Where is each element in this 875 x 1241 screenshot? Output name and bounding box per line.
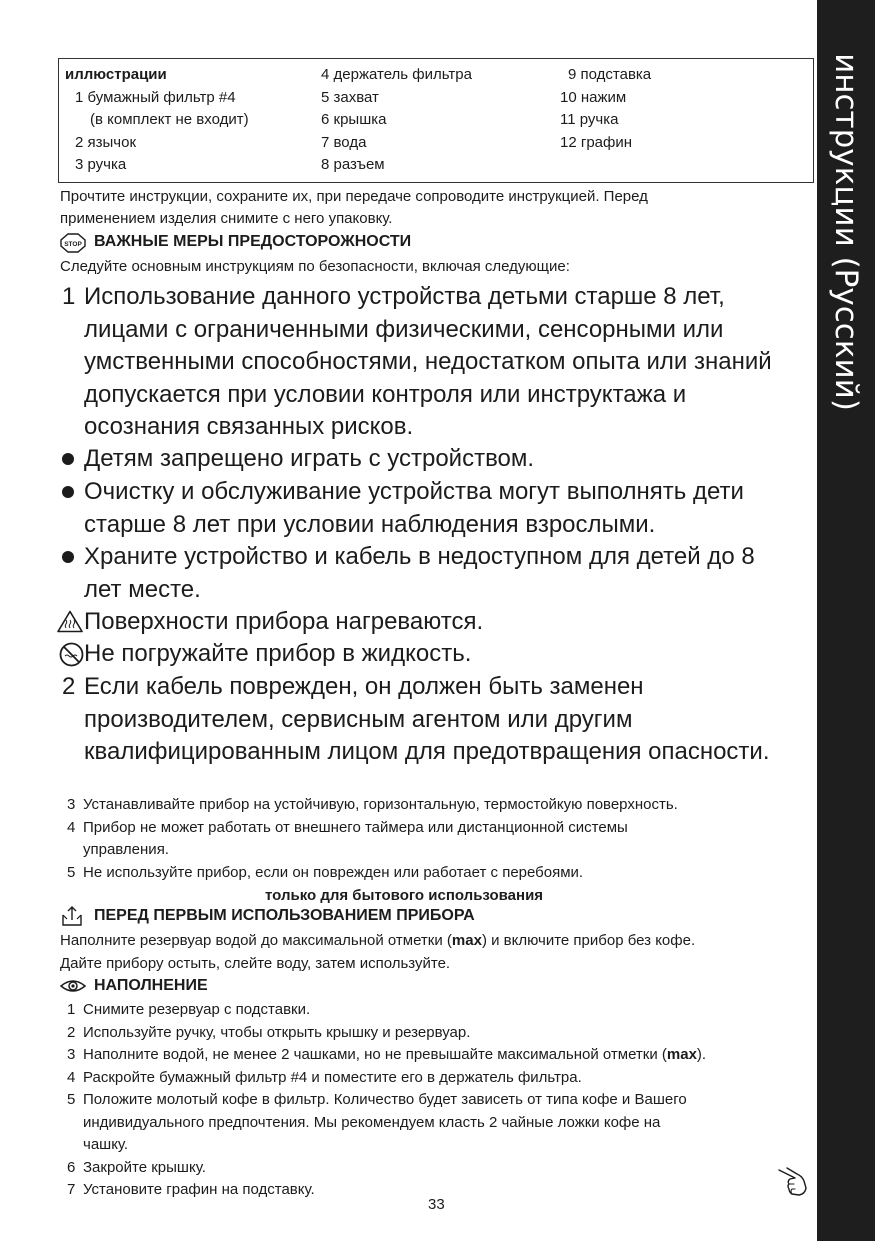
filling-step-line: индивидуального предпочтения. Мы рекомендуем класть 2 чайные ложки кофе на (83, 1113, 661, 1131)
item-number: 4 (67, 1068, 76, 1086)
safety-heading: ВАЖНЫЕ МЕРЫ ПРЕДОСТОРОЖНОСТИ (94, 233, 412, 250)
svg-text:STOP: STOP (64, 241, 82, 248)
safety-item-line: Прибор не может работать от внешнего таймера или дистанционной системы (83, 818, 628, 836)
item1-line: Использование данного устройства детьми старше 8 лет, (84, 283, 725, 310)
intro-line: Прочтите инструкции, сохраните их, при передаче сопроводите инструкцией. Перед (60, 188, 648, 205)
legend-item: 5 захват (321, 88, 379, 106)
item2-line: квалифицированным лицом для предотвращения опасности. (84, 738, 770, 765)
page-number: 33 (428, 1196, 445, 1213)
item1-line: осознания связанных рисков. (84, 413, 414, 440)
item-number: 7 (67, 1181, 76, 1198)
legend-heading: иллюстрации (65, 66, 167, 83)
illustrations-legend (58, 58, 814, 183)
filling-step-line: Положите молотый кофе в фильтр. Количество будет зависеть от типа кофе и Вашего (83, 1091, 687, 1108)
legend-item: 10 нажим (560, 88, 627, 106)
item1-line: допускается при условии контроля или инструктажа и (84, 380, 687, 408)
legend-item: 2 язычок (75, 133, 137, 151)
filling-step-line: Используйте ручку, чтобы открыть крышку и резервуар. (83, 1023, 471, 1041)
bullet-icon (61, 550, 75, 564)
hot-surface-text: Поверхности прибора нагреваются. (84, 608, 484, 635)
max-label: max (666, 1046, 697, 1063)
first-use-heading: ПЕРЕД ПЕРВЫМ ИСПОЛЬЗОВАНИЕМ ПРИБОРА (94, 907, 475, 924)
bullet-line: Очистку и обслуживание устройства могут выполнять дети (84, 478, 744, 505)
no-immersion-text: Не погружайте прибор в жидкость. (84, 640, 472, 667)
unpack-box-icon (60, 905, 84, 927)
legend-item: 8 разъем (321, 156, 385, 173)
legend-item: 4 держатель фильтра (321, 66, 472, 83)
safety-item-line: управления. (83, 841, 169, 858)
filling-step-line: Закройте крышку. (83, 1158, 206, 1176)
first-use-text: ) и включите прибор без кофе. (481, 932, 696, 949)
safety-item-line: Устанавливайте прибор на устойчивую, горизонтальную, термостойкую поверхность. (83, 796, 678, 813)
legend-item: 3 ручка (75, 156, 127, 173)
item2-line: Если кабель поврежден, он должен быть заменен (84, 673, 644, 700)
side-title: инструкции (Русский) (828, 53, 864, 411)
item1-line: умственными способностями, недостатком опыта или знаний (84, 348, 772, 375)
item-number: 5 (67, 863, 76, 881)
filling-step-text: Наполните водой, не менее 2 чашками, но не превышайте максимальной отметки ( (83, 1046, 667, 1063)
safety-item-line: Не используйте прибор, если он поврежден или работает с перебоями. (83, 863, 584, 881)
household-only-note: только для бытового использования (265, 887, 544, 904)
item-number: 6 (67, 1158, 76, 1176)
filling-step-text: ). (696, 1046, 707, 1063)
filling-step-line: чашку. (83, 1136, 129, 1153)
stop-icon (60, 233, 86, 253)
item1-line: лицами с ограниченными физическими, сенсорными или (84, 315, 724, 343)
legend-item: 6 крышка (321, 111, 387, 128)
intro-line: применением изделия снимите с него упаковку. (60, 210, 393, 227)
bullet-icon (61, 485, 75, 499)
first-use-line: Дайте прибору остыть, слейте воду, затем используйте. (60, 954, 451, 972)
legend-item: (в комплект не входит) (90, 111, 249, 128)
legend-column-3 (560, 64, 651, 154)
first-use-line (60, 930, 695, 953)
item-number: 3 (67, 1046, 76, 1063)
pointing-hand-icon (775, 1162, 811, 1198)
max-label: max (451, 932, 482, 949)
item-number: 1 (67, 1001, 76, 1018)
item-number: 2 (62, 673, 76, 700)
item-number: 3 (67, 796, 76, 813)
bullet-line: Храните устройство и кабель в недоступном для детей до 8 (84, 543, 755, 570)
no-immersion-icon (59, 642, 84, 667)
legend-item: 12 графин (560, 133, 633, 151)
bullet-icon (61, 452, 75, 466)
filling-step-line: Установите графин на подставку. (83, 1181, 315, 1198)
eye-icon (59, 977, 87, 995)
item2-line: производителем, сервисным агентом или другим (84, 705, 633, 733)
legend-item: 7 вода (321, 133, 367, 151)
first-use-text: Наполните резервуар водой до максимальной отметки ( (60, 932, 452, 949)
filling-step-line: Снимите резервуар с подставки. (83, 1001, 311, 1018)
legend-item: 11 ручка (560, 111, 619, 128)
item-number: 4 (67, 818, 76, 836)
bullet-line: старше 8 лет при условии наблюдения взрослыми. (84, 510, 656, 538)
legend-item: 9 подставка (568, 66, 652, 83)
legend-column-2 (321, 64, 472, 177)
legend-column-1 (65, 64, 249, 177)
bullet-line: Детям запрещено играть с устройством. (84, 445, 535, 472)
legend-item: 1 бумажный фильтр #4 (75, 88, 236, 106)
item-number: 1 (62, 283, 76, 310)
filling-step-line: Раскройте бумажный фильтр #4 и поместите его в держатель фильтра. (83, 1068, 582, 1086)
hot-surface-warning-icon (57, 610, 83, 633)
filling-heading: НАПОЛНЕНИЕ (94, 977, 208, 994)
safety-subtext: Следуйте основным инструкциям по безопасности, включая следующие: (60, 258, 570, 275)
filling-step-line (83, 1044, 706, 1067)
bullet-line: лет месте. (84, 575, 201, 603)
item-number: 2 (67, 1023, 76, 1041)
item-number: 5 (67, 1091, 76, 1108)
